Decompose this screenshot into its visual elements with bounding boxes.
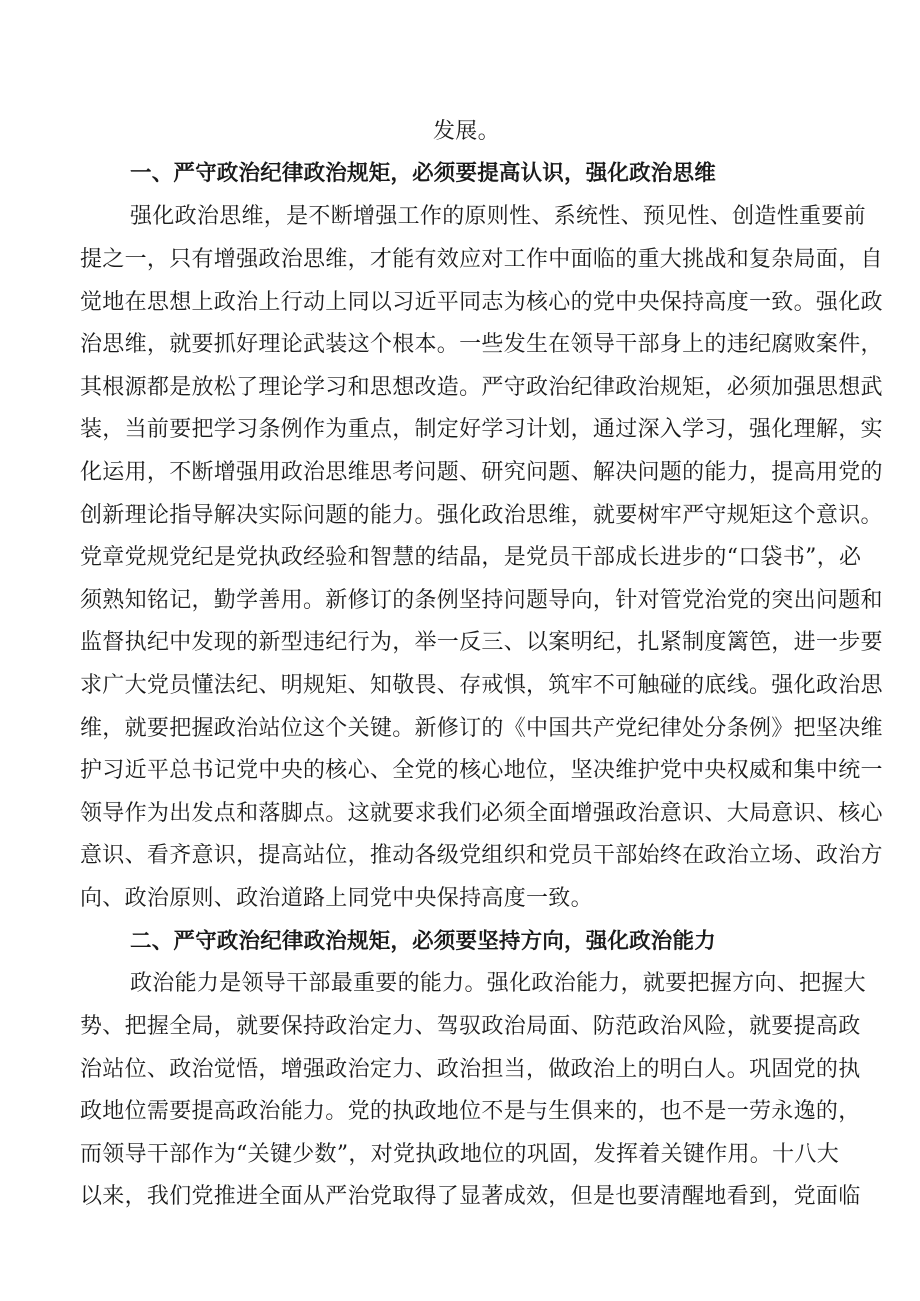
text-line: 势、把握全局，就要保持政治定力、驾驭政治局面、防范政治风险，就要提高政 [80, 1014, 861, 1039]
text-line: 政治能力是领导干部最重要的能力。强化政治能力，就要把握方向、把握大 [130, 971, 866, 996]
text-line: 其根源都是放松了理论学习和思想改造。严守政治纪律政治规矩，必须加强思想武 [80, 375, 883, 400]
text-line: 而领导干部作为“关键少数”，对党执政地位的巩固，发挥着关键作用。十八大 [80, 1142, 839, 1167]
text-line: 向、政治原则、政治道路上同党中央保持高度一致。 [80, 886, 593, 911]
section-heading: 一、严守政治纪律政治规矩，必须要提高认识，强化政治思维 [130, 161, 716, 186]
text-line: 治思维，就要抓好理论武装这个根本。一些发生在领导干部身上的违纪腐败案件， [80, 332, 883, 357]
text-line: 意识、看齐意识，提高站位，推动各级党组织和党员干部始终在政治立场、政治方 [80, 843, 883, 868]
text-line: 求广大党员懂法纪、明规矩、知敬畏、存戒惧，筑牢不可触碰的底线。强化政治思 [80, 673, 883, 698]
text-line: 政地位需要提高政治能力。党的执政地位不是与生俱来的，也不是一劳永逸的， [80, 1099, 861, 1124]
text-line: 维，就要把握政治站位这个关键。新修订的《中国共产党纪律处分条例》把坚决维 [80, 716, 883, 741]
text-line: 护习近平总书记党中央的核心、全党的核心地位，坚决维护党中央权威和集中统一 [80, 758, 883, 783]
text-line: 发展。 [433, 119, 500, 144]
text-line: 强化政治思维，是不断增强工作的原则性、系统性、预见性、创造性重要前 [130, 204, 866, 229]
text-line: 创新理论指导解决实际问题的能力。强化政治思维，就要树牢严守规矩这个意识。 [80, 503, 883, 528]
section-heading: 二、严守政治纪律政治规矩，必须要坚持方向，强化政治能力 [130, 929, 716, 954]
text-line: 装，当前要把学习条例作为重点，制定好学习计划，通过深入学习，强化理解，实 [80, 417, 883, 442]
text-line: 以来，我们党推进全面从严治党取得了显著成效，但是也要清醒地看到，党面临 [80, 1184, 861, 1209]
text-line: 治站位、政治觉悟，增强政治定力、政治担当，做政治上的明白人。巩固党的执 [80, 1057, 861, 1082]
text-line: 须熟知铭记，勤学善用。新修订的条例坚持问题导向，针对管党治党的突出问题和 [80, 588, 883, 613]
text-line: 觉地在思想上政治上行动上同以习近平同志为核心的党中央保持高度一致。强化政 [80, 290, 883, 315]
text-line: 提之一，只有增强政治思维，才能有效应对工作中面临的重大挑战和复杂局面，自 [80, 247, 883, 272]
text-line: 领导作为出发点和落脚点。这就要求我们必须全面增强政治意识、大局意识、核心 [80, 801, 883, 826]
text-line: 党章党规党纪是党执政经验和智慧的结晶，是党员干部成长进步的“口袋书”，必 [80, 545, 862, 570]
text-line: 化运用，不断增强用政治思维思考问题、研究问题、解决问题的能力，提高用党的 [80, 460, 883, 485]
text-line: 监督执纪中发现的新型违纪行为，举一反三、以案明纪，扎紧制度篱笆，进一步要 [80, 630, 883, 655]
